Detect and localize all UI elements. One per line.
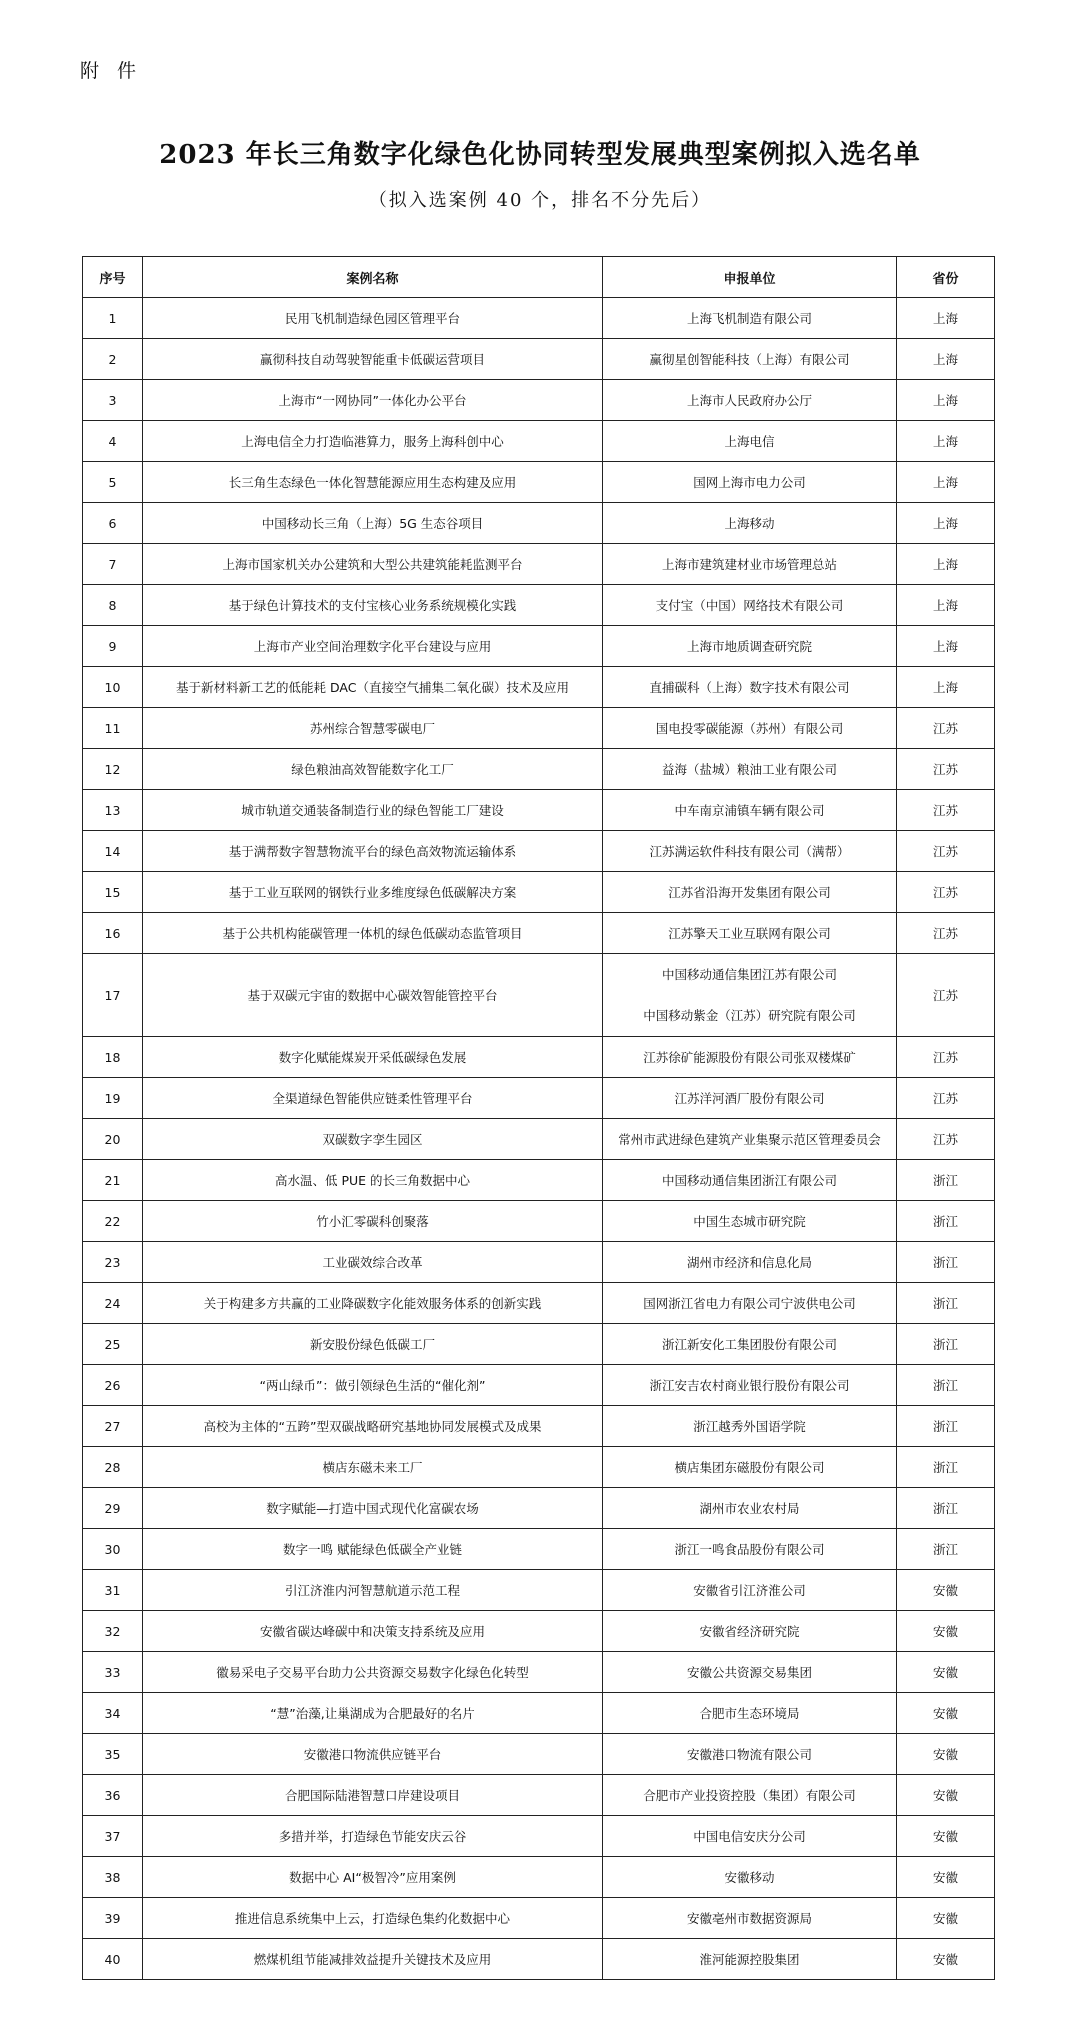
province: 上海	[897, 339, 995, 380]
row-number: 16	[83, 913, 143, 954]
attachment-label: 附 件	[80, 60, 143, 82]
province: 浙江	[897, 1529, 995, 1570]
table-row	[83, 544, 995, 585]
row-number: 33	[83, 1652, 143, 1693]
province: 江苏	[897, 708, 995, 749]
applicant-unit-name: 上海市人民政府办公厅	[686, 393, 812, 408]
table-row	[83, 1570, 995, 1611]
case-name: 基于双碳元宇宙的数据中心碳效智能管控平台	[143, 954, 603, 1037]
province: 安徽	[897, 1898, 995, 1939]
case-name: 工业碳效综合改革	[143, 1242, 603, 1283]
applicant-unit	[603, 1119, 897, 1160]
case-name: 赢彻科技自动驾驶智能重卡低碳运营项目	[143, 339, 603, 380]
case-name: 高校为主体的“五跨”型双碳战略研究基地协同发展模式及成果	[143, 1406, 603, 1447]
row-number: 25	[83, 1324, 143, 1365]
applicant-unit-name: 中国移动通信集团江苏有限公司	[661, 967, 837, 982]
applicant-unit	[603, 1283, 897, 1324]
applicant-unit	[603, 298, 897, 339]
applicant-unit-name: 安徽港口物流有限公司	[686, 1747, 812, 1762]
row-number: 20	[83, 1119, 143, 1160]
case-name: 关于构建多方共赢的工业降碳数字化能效服务体系的创新实践	[143, 1283, 603, 1324]
case-name: 长三角生态绿色一体化智慧能源应用生态构建及应用	[143, 462, 603, 503]
table-row	[83, 1160, 995, 1201]
row-number: 14	[83, 831, 143, 872]
row-number: 39	[83, 1898, 143, 1939]
applicant-unit-name: 上海电信	[724, 434, 775, 449]
applicant-unit-name: 益海（盐城）粮油工业有限公司	[661, 762, 837, 777]
case-name: 横店东磁未来工厂	[143, 1447, 603, 1488]
applicant-unit-name: 上海移动	[724, 516, 775, 531]
applicant-unit	[603, 462, 897, 503]
row-number: 17	[83, 954, 143, 1037]
applicant-unit	[603, 626, 897, 667]
province: 上海	[897, 462, 995, 503]
case-name: 上海市国家机关办公建筑和大型公共建筑能耗监测平台	[143, 544, 603, 585]
case-name: 双碳数字孪生园区	[143, 1119, 603, 1160]
case-name: 安徽港口物流供应链平台	[143, 1734, 603, 1775]
page-title: 2023 年长三角数字化绿色化协同转型发展典型案例拟入选名单	[159, 140, 921, 170]
province: 江苏	[897, 1119, 995, 1160]
table-row	[83, 1693, 995, 1734]
applicant-unit-name: 横店集团东磁股份有限公司	[674, 1460, 825, 1475]
applicant-unit-name: 浙江安吉农村商业银行股份有限公司	[649, 1378, 850, 1393]
applicant-unit	[603, 1406, 897, 1447]
applicant-unit-name: 安徽移动	[724, 1870, 775, 1885]
row-number: 10	[83, 667, 143, 708]
applicant-unit-name: 江苏洋河酒厂股份有限公司	[674, 1091, 825, 1106]
case-name: 上海市产业空间治理数字化平台建设与应用	[143, 626, 603, 667]
applicant-unit	[603, 380, 897, 421]
case-name: 上海电信全力打造临港算力，服务上海科创中心	[143, 421, 603, 462]
row-number: 5	[83, 462, 143, 503]
case-name: 中国移动长三角（上海）5G 生态谷项目	[143, 503, 603, 544]
table-row	[83, 1898, 995, 1939]
case-name: 徽易采电子交易平台助力公共资源交易数字化绿色化转型	[143, 1652, 603, 1693]
case-name: 竹小汇零碳科创聚落	[143, 1201, 603, 1242]
row-number: 40	[83, 1939, 143, 1980]
table-row	[83, 1283, 995, 1324]
case-name: 民用飞机制造绿色园区管理平台	[143, 298, 603, 339]
applicant-unit	[603, 749, 897, 790]
province: 浙江	[897, 1324, 995, 1365]
case-name: 全渠道绿色智能供应链柔性管理平台	[143, 1078, 603, 1119]
applicant-unit-name: 国网浙江省电力有限公司宁波供电公司	[643, 1296, 856, 1311]
table-row	[83, 1365, 995, 1406]
table-row	[83, 462, 995, 503]
province: 江苏	[897, 831, 995, 872]
applicant-unit-name: 浙江越秀外国语学院	[693, 1419, 806, 1434]
province: 江苏	[897, 913, 995, 954]
case-name: 数字赋能—打造中国式现代化富碳农场	[143, 1488, 603, 1529]
row-number: 11	[83, 708, 143, 749]
case-name: 数据中心 AI“极智冷”应用案例	[143, 1857, 603, 1898]
applicant-unit	[603, 544, 897, 585]
applicant-unit	[603, 1160, 897, 1201]
header-case-name: 案例名称	[143, 257, 603, 298]
header-no: 序号	[83, 257, 143, 298]
row-number: 6	[83, 503, 143, 544]
applicant-unit	[603, 1857, 897, 1898]
case-name: “两山绿币”：做引领绿色生活的“催化剂”	[143, 1365, 603, 1406]
row-number: 26	[83, 1365, 143, 1406]
case-name: 绿色粮油高效智能数字化工厂	[143, 749, 603, 790]
case-name: 基于新材料新工艺的低能耗 DAC（直接空气捕集二氧化碳）技术及应用	[143, 667, 603, 708]
row-number: 36	[83, 1775, 143, 1816]
table-row	[83, 1078, 995, 1119]
province: 江苏	[897, 749, 995, 790]
row-number: 9	[83, 626, 143, 667]
table-row	[83, 1939, 995, 1980]
row-number: 2	[83, 339, 143, 380]
province: 安徽	[897, 1734, 995, 1775]
province: 安徽	[897, 1652, 995, 1693]
case-name: 推进信息系统集中上云，打造绿色集约化数据中心	[143, 1898, 603, 1939]
applicant-unit	[603, 503, 897, 544]
applicant-unit	[603, 954, 897, 1037]
applicant-unit	[603, 1570, 897, 1611]
table-row	[83, 1242, 995, 1283]
applicant-unit	[603, 421, 897, 462]
province: 安徽	[897, 1939, 995, 1980]
table-row	[83, 1734, 995, 1775]
table-row	[83, 1816, 995, 1857]
province: 上海	[897, 626, 995, 667]
province: 安徽	[897, 1693, 995, 1734]
applicant-unit	[603, 790, 897, 831]
applicant-unit-name: 上海市建筑建材业市场管理总站	[661, 557, 837, 572]
row-number: 4	[83, 421, 143, 462]
province: 江苏	[897, 790, 995, 831]
table-row	[83, 1324, 995, 1365]
applicant-unit	[603, 339, 897, 380]
province: 浙江	[897, 1242, 995, 1283]
case-name: 上海市“一网协同”一体化办公平台	[143, 380, 603, 421]
row-number: 34	[83, 1693, 143, 1734]
province: 浙江	[897, 1406, 995, 1447]
table-row	[83, 954, 995, 1037]
row-number: 21	[83, 1160, 143, 1201]
case-name: 合肥国际陆港智慧口岸建设项目	[143, 1775, 603, 1816]
applicant-unit	[603, 1693, 897, 1734]
province: 安徽	[897, 1775, 995, 1816]
table-row	[83, 503, 995, 544]
applicant-unit-name: 上海飞机制造有限公司	[686, 311, 812, 326]
row-number: 8	[83, 585, 143, 626]
applicant-unit-name: 江苏擎天工业互联网有限公司	[668, 926, 831, 941]
applicant-unit-name: 浙江新安化工集团股份有限公司	[661, 1337, 837, 1352]
applicant-unit	[603, 872, 897, 913]
applicant-unit-name: 支付宝（中国）网络技术有限公司	[655, 598, 844, 613]
applicant-unit	[603, 1201, 897, 1242]
table-row	[83, 1119, 995, 1160]
applicant-unit-name: 江苏徐矿能源股份有限公司张双楼煤矿	[643, 1050, 856, 1065]
applicant-unit-name: 安徽省引江济淮公司	[693, 1583, 806, 1598]
province: 上海	[897, 298, 995, 339]
case-name: 引江济淮内河智慧航道示范工程	[143, 1570, 603, 1611]
province: 安徽	[897, 1816, 995, 1857]
province: 上海	[897, 503, 995, 544]
case-name: 基于绿色计算技术的支付宝核心业务系统规模化实践	[143, 585, 603, 626]
applicant-unit-name: 国网上海市电力公司	[693, 475, 806, 490]
table-row	[83, 790, 995, 831]
table-row	[83, 380, 995, 421]
row-number: 35	[83, 1734, 143, 1775]
case-name: 多措并举，打造绿色节能安庆云谷	[143, 1816, 603, 1857]
applicant-unit-name: 中国生态城市研究院	[693, 1214, 806, 1229]
province: 江苏	[897, 1037, 995, 1078]
province: 安徽	[897, 1857, 995, 1898]
row-number: 7	[83, 544, 143, 585]
case-name: 安徽省碳达峰碳中和决策支持系统及应用	[143, 1611, 603, 1652]
case-name: 新安股份绿色低碳工厂	[143, 1324, 603, 1365]
row-number: 23	[83, 1242, 143, 1283]
row-number: 15	[83, 872, 143, 913]
table-row	[83, 872, 995, 913]
header-province: 省份	[897, 257, 995, 298]
applicant-unit-name: 湖州市经济和信息化局	[686, 1255, 812, 1270]
applicant-unit	[603, 1242, 897, 1283]
row-number: 28	[83, 1447, 143, 1488]
case-name: 数字一鸣 赋能绿色低碳全产业链	[143, 1529, 603, 1570]
applicant-unit	[603, 667, 897, 708]
applicant-unit-name: 安徽省经济研究院	[699, 1624, 800, 1639]
province: 浙江	[897, 1447, 995, 1488]
province: 安徽	[897, 1611, 995, 1652]
table-row	[83, 708, 995, 749]
applicant-unit	[603, 1488, 897, 1529]
applicant-unit-name: 常州市武进绿色建筑产业集聚示范区管理委员会	[618, 1132, 881, 1147]
case-name: 基于满帮数字智慧物流平台的绿色高效物流运输体系	[143, 831, 603, 872]
case-name: 数字化赋能煤炭开采低碳绿色发展	[143, 1037, 603, 1078]
province: 浙江	[897, 1365, 995, 1406]
table-row	[83, 831, 995, 872]
applicant-unit-name: 江苏满运软件科技有限公司（满帮）	[649, 844, 850, 859]
table-row	[83, 339, 995, 380]
table-row	[83, 1529, 995, 1570]
applicant-unit	[603, 913, 897, 954]
applicant-unit	[603, 1365, 897, 1406]
row-number: 31	[83, 1570, 143, 1611]
table-row	[83, 1652, 995, 1693]
applicant-unit-name: 安徽公共资源交易集团	[686, 1665, 812, 1680]
province: 上海	[897, 421, 995, 462]
applicant-unit-name: 中国电信安庆分公司	[693, 1829, 806, 1844]
table-row	[83, 298, 995, 339]
case-name: 基于公共机构能碳管理一体机的绿色低碳动态监管项目	[143, 913, 603, 954]
table-row	[83, 1611, 995, 1652]
table-body	[83, 298, 995, 1980]
applicant-unit	[603, 1652, 897, 1693]
applicant-unit	[603, 1816, 897, 1857]
row-number: 37	[83, 1816, 143, 1857]
table-row	[83, 421, 995, 462]
province: 浙江	[897, 1283, 995, 1324]
applicant-unit-name: 合肥市产业投资控股（集团）有限公司	[643, 1788, 856, 1803]
province: 浙江	[897, 1160, 995, 1201]
applicant-unit-name: 中车南京浦镇车辆有限公司	[674, 803, 825, 818]
page-subtitle: （拟入选案例 40 个，排名不分先后）	[368, 190, 712, 211]
applicant-unit-name: 淮河能源控股集团	[699, 1952, 800, 1967]
applicant-unit	[603, 1324, 897, 1365]
header-unit: 申报单位	[603, 257, 897, 298]
applicant-unit	[603, 1734, 897, 1775]
applicant-unit-name: 中国移动通信集团浙江有限公司	[661, 1173, 837, 1188]
applicant-unit-name: 直捕碳科（上海）数字技术有限公司	[649, 680, 850, 695]
province: 安徽	[897, 1570, 995, 1611]
province: 上海	[897, 380, 995, 421]
applicant-unit	[603, 1447, 897, 1488]
table-row	[83, 1406, 995, 1447]
row-number: 22	[83, 1201, 143, 1242]
row-number: 18	[83, 1037, 143, 1078]
row-number: 13	[83, 790, 143, 831]
case-name: 基于工业互联网的钢铁行业多维度绿色低碳解决方案	[143, 872, 603, 913]
case-name: “慧”治藻,让巢湖成为合肥最好的名片	[143, 1693, 603, 1734]
row-number: 30	[83, 1529, 143, 1570]
table-row	[83, 585, 995, 626]
province: 浙江	[897, 1488, 995, 1529]
applicant-unit	[603, 708, 897, 749]
table-row	[83, 1857, 995, 1898]
applicant-unit-name: 赢彻星创智能科技（上海）有限公司	[649, 352, 850, 367]
table-row	[83, 1775, 995, 1816]
case-name: 燃煤机组节能减排效益提升关键技术及应用	[143, 1939, 603, 1980]
row-number: 32	[83, 1611, 143, 1652]
row-number: 19	[83, 1078, 143, 1119]
table-row	[83, 626, 995, 667]
applicant-unit-name: 浙江一鸣食品股份有限公司	[674, 1542, 825, 1557]
case-name: 城市轨道交通装备制造行业的绿色智能工厂建设	[143, 790, 603, 831]
province: 浙江	[897, 1201, 995, 1242]
row-number: 29	[83, 1488, 143, 1529]
applicant-unit-name: 国电投零碳能源（苏州）有限公司	[655, 721, 844, 736]
table-row	[83, 1201, 995, 1242]
applicant-unit	[603, 1078, 897, 1119]
table-header-row	[83, 257, 995, 298]
province: 江苏	[897, 1078, 995, 1119]
applicant-unit	[603, 1611, 897, 1652]
province: 上海	[897, 544, 995, 585]
province: 江苏	[897, 954, 995, 1037]
applicant-unit-name: 江苏省沿海开发集团有限公司	[668, 885, 831, 900]
row-number: 1	[83, 298, 143, 339]
row-number: 38	[83, 1857, 143, 1898]
row-number: 27	[83, 1406, 143, 1447]
row-number: 3	[83, 380, 143, 421]
applicant-unit	[603, 585, 897, 626]
province: 江苏	[897, 872, 995, 913]
applicant-unit	[603, 1939, 897, 1980]
case-name: 苏州综合智慧零碳电厂	[143, 708, 603, 749]
applicant-unit	[603, 831, 897, 872]
table-row	[83, 913, 995, 954]
applicant-unit	[603, 1898, 897, 1939]
table-row	[83, 1488, 995, 1529]
applicant-unit-name: 安徽亳州市数据资源局	[686, 1911, 812, 1926]
row-number: 12	[83, 749, 143, 790]
table-row	[83, 667, 995, 708]
applicant-unit	[603, 1037, 897, 1078]
case-list-table	[82, 256, 995, 1980]
applicant-unit-name: 中国移动紫金（江苏）研究院有限公司	[643, 1008, 856, 1023]
applicant-unit	[603, 1529, 897, 1570]
province: 上海	[897, 585, 995, 626]
row-number: 24	[83, 1283, 143, 1324]
applicant-unit-name: 上海市地质调查研究院	[686, 639, 812, 654]
province: 上海	[897, 667, 995, 708]
table-row	[83, 1037, 995, 1078]
table-row	[83, 1447, 995, 1488]
table-row	[83, 749, 995, 790]
applicant-unit-name: 湖州市农业农村局	[699, 1501, 800, 1516]
applicant-unit	[603, 1775, 897, 1816]
case-name: 高水温、低 PUE 的长三角数据中心	[143, 1160, 603, 1201]
applicant-unit-name: 合肥市生态环境局	[699, 1706, 800, 1721]
